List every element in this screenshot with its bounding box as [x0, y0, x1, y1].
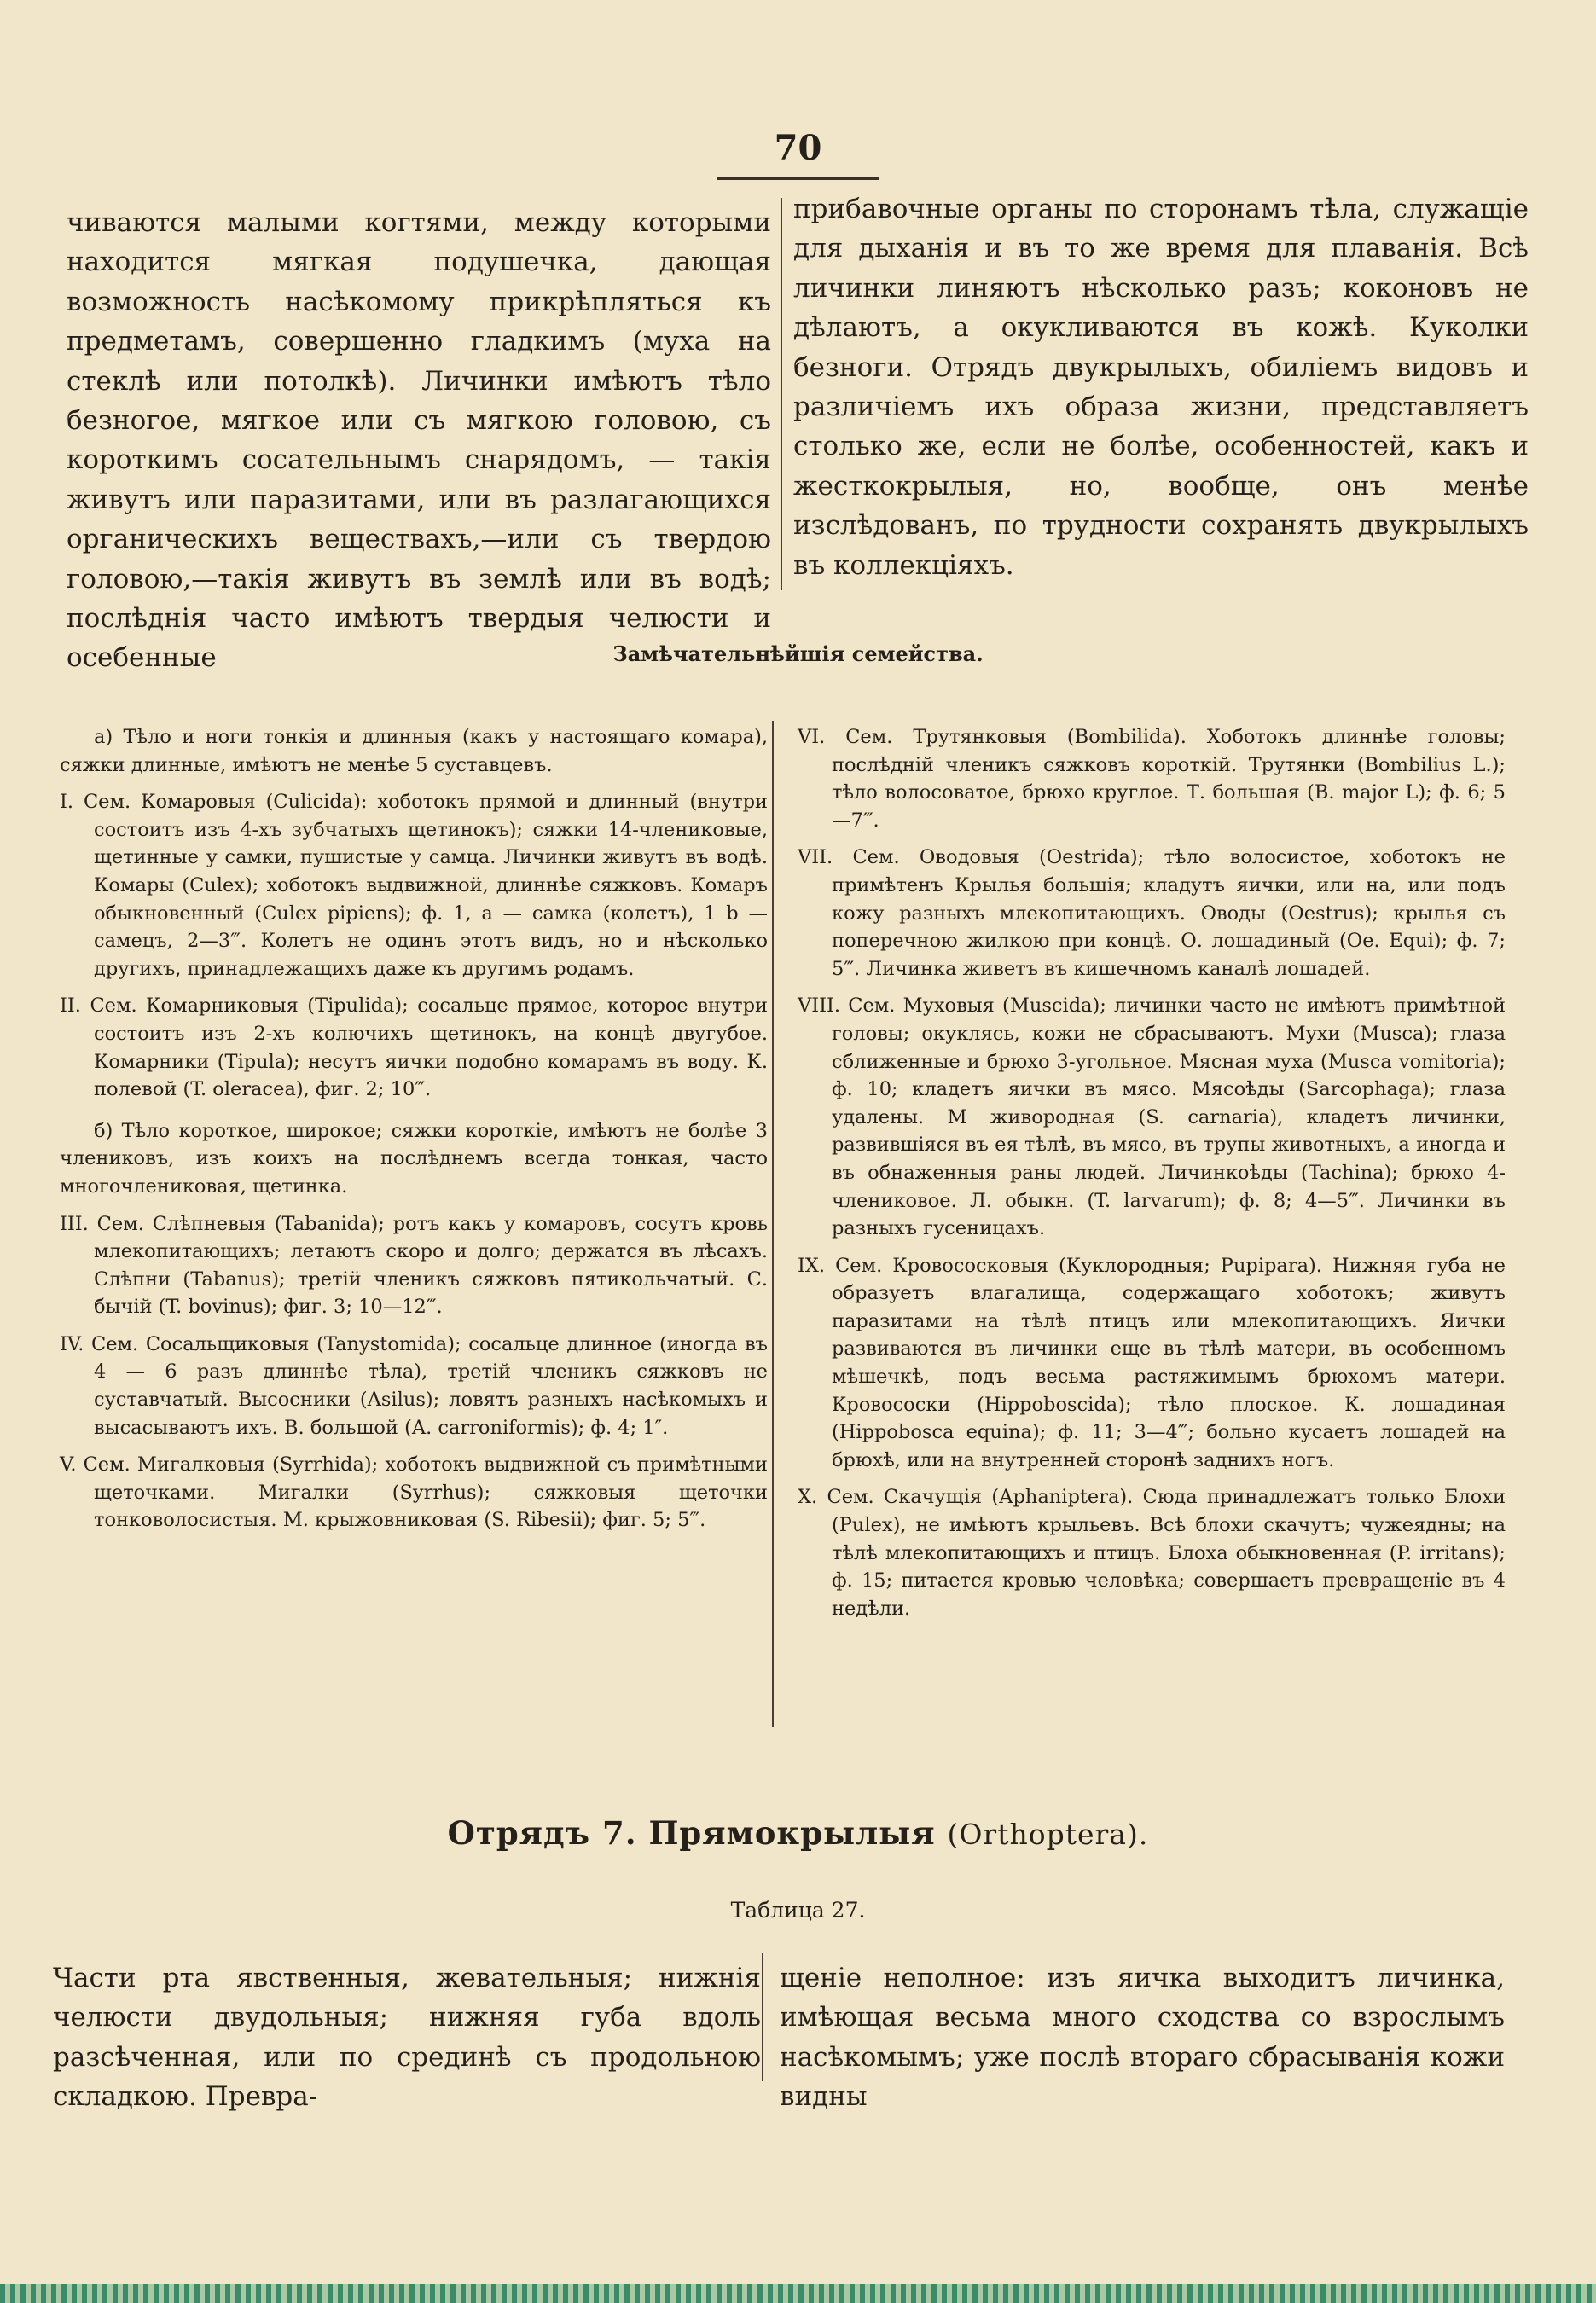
order-title-russian: Отрядъ 7. Прямокрылыя — [447, 1814, 936, 1852]
column-divider-top — [781, 198, 782, 590]
page-number-rule — [717, 177, 879, 180]
family-entry-bombilida: VI. Сем. Трутянковыя (Bombilida). Хоботокъ длиннѣе головы; послѣдній членикъ сяжковъ короткій. Трутянки (Bombilius L.); тѣло волосоватое, брюхо круглое. Т. большая (B. major L); ф. 6; 5—7‴. — [798, 726, 1506, 832]
top-right-paragraph: прибавочные органы по сторонамъ тѣла, служащіе для дыханія и въ то же время для плаванія. Всѣ личинки линяютъ нѣсколько разъ; коконовъ не дѣлаютъ, а окукливаются въ кожѣ. Куколки безноги. Отрядъ двукрылыхъ, обиліемъ видовъ и различіемъ ихъ образа жизни, представляетъ столько же, если не болѣе, особенностей, какъ и жесткокрылыя, но, вообще, онъ менѣе изслѣдованъ, по трудности сохранять двукрылыхъ въ коллекціяхъ. — [793, 194, 1529, 581]
families-left-column — [60, 723, 768, 1544]
bottom-right-column — [780, 1958, 1505, 2117]
families-heading: Замѣчательнѣйшія семейства. — [612, 641, 984, 666]
order-title — [0, 1814, 1596, 1852]
family-entry-tanystomida: IV. Сем. Сосальщиковыя (Tanystomida); сосальце длинное (иногда въ 4 — 6 разъ длиннѣе тѣла), третій членикъ сяжковъ не суставчатый. Высосники (Asilus); ловятъ разныхъ насѣкомыхъ и высасываютъ ихъ. В. большой (A. carroniformis); ф. 4; 1″. — [60, 1332, 768, 1439]
family-entry-aphaniptera: X. Сем. Скачущія (Aphaniptera). Сюда принадлежатъ только Блохи (Pulex), не имѣютъ крыльевъ. Всѣ блохи скачутъ; чужеядны; на тѣлѣ млекопитающихъ и птицъ. Блоха обыкновенная (P. irritans); ф. 15; питается кровью человѣка; совершаетъ превращеніе въ 4 недѣли. — [798, 1486, 1506, 1620]
table-label: Таблица 27. — [730, 1898, 866, 1923]
group-a-text: а) Тѣло и ноги тонкія и длинныя (какъ у настоящаго комара), сяжки длинные, имѣютъ не менѣе 5 суставцевъ. — [60, 726, 768, 776]
group-b-text: б) Тѣло короткое, широкое; сяжки короткіе, имѣютъ не болѣе 3 члениковъ, изъ коихъ на послѣднемъ всегда тонкая, часто многочлениковая, щетинка. — [60, 1119, 768, 1198]
family-entry-pupipara: IX. Сем. Кровососковыя (Куклородныя; Pupipara). Нижняя губа не образуетъ влагалища, содержащаго хоботокъ; живутъ паразитами на тѣлѣ птицъ или млекопитающихъ. Яички развиваются въ личинки еще въ тѣлѣ матери, въ особенномъ мѣшечкѣ, подъ весьма растяжимымъ брюхомъ матери. Кровососки (Hippoboscida); тѣло плоское. К. лошадиная (Hippobosca equina); ф. 11; 3—4‴; больно кусаетъ лошадей на брюхѣ, или на внутренней сторонѣ заднихъ ногъ. — [798, 1254, 1506, 1471]
bottom-right-paragraph: щеніе неполное: изъ яичка выходитъ личинка, имѣющая весьма много сходства со взрослымъ насѣкомымъ; уже послѣ втораго сбрасыванія кожи видны — [780, 1963, 1505, 2113]
top-left-column — [67, 203, 771, 678]
family-entry-culicida: I. Сем. Комаровыя (Culicida): хоботокъ прямой и длинный (внутри состоитъ изъ 4-хъ зубчатыхъ щетинокъ); сяжки 14-члениковые, щетинные у самки, пушистые у самца. Личинки живутъ въ водѣ. Комары (Culex); хоботокъ выдвижной, длиннѣе сяжковъ. Комаръ обыкновенный (Culex pipiens); ф. 1, a — самка (колетъ), 1 b — самецъ, 2—3‴. Колетъ не одинъ этотъ видъ, но и нѣсколько другихъ, принадлежащихъ даже къ другимъ родамъ. — [60, 791, 768, 980]
column-divider-families — [772, 721, 774, 1727]
bottom-left-paragraph: Части рта явственныя, жевательныя; нижнія челюсти двудольныя; нижняя губа вдоль разсѣченная, или по срединѣ съ продольною складкою. Превра- — [53, 1963, 761, 2113]
top-right-column — [793, 189, 1529, 585]
page-number: 70 — [774, 128, 822, 168]
order-title-latin: (Orthoptera). — [947, 1818, 1149, 1851]
families-right-column — [798, 723, 1506, 1632]
family-entry-tabanida: III. Сем. Слѣпневыя (Tabanida); ротъ какъ у комаровъ, сосутъ кровь млекопитающихъ; летаютъ скоро и долго; держатся въ лѣсахъ. Слѣпни (Tabanus); третій членикъ сяжковъ пятикольчатый. С. бычій (T. bovinus); фиг. 3; 10—12‴. — [60, 1212, 768, 1319]
family-entry-tipulida: II. Сем. Комарниковыя (Tipulida); сосальце прямое, которое внутри состоитъ изъ 2-хъ колючихъ щетинокъ, на концѣ двугубое. Комарники (Tipula); несутъ яички подобно комарамъ въ воду. К. полевой (T. oleracea), фиг. 2; 10‴. — [60, 995, 768, 1101]
family-entry-syrrhida: V. Сем. Мигалковыя (Syrrhida); хоботокъ выдвижной съ примѣтными щеточками. Мигалки (Syrrhus); сяжковыя щеточки тонковолосистыя. М. крыжовниковая (S. Ribesii); фиг. 5; 5‴. — [60, 1453, 768, 1532]
family-entry-muscida: VIII. Сем. Муховыя (Muscida); личинки часто не имѣютъ примѣтной головы; окуклясь, кожи не сбрасываютъ. Мухи (Musca); глаза сближенные и брюхо 3-угольное. Мясная муха (Musca vomitoria); ф. 10; кладетъ яички въ мясо. Мясоѣды (Sarcophaga); глаза удалены. М живородная (S. carnaria), кладетъ личинки, развившіяся въ ея тѣлѣ, въ мясо, въ трупы животныхъ, а иногда и въ обнаженныя раны людей. Личинкоѣды (Tachina); брюхо 4-члениковое. Л. обыкн. (T. larvarum); ф. 8; 4—5‴. Личинки въ разныхъ гусеницахъ. — [798, 995, 1506, 1240]
bottom-left-column — [53, 1958, 761, 2117]
top-left-paragraph: чиваются малыми когтями, между которыми находится мягкая подушечка, дающая возможность насѣкомому прикрѣпляться къ предметамъ, совершенно гладкимъ (муха на стеклѣ или потолкѣ). Личинки имѣютъ тѣло безногое, мягкое или съ мягкою головою, съ короткимъ сосательнымъ снарядомъ, — такія живутъ или паразитами, или въ разлагающихся органическихъ веществахъ,—или съ твердою головою,—такія живутъ въ землѣ или въ водѣ; послѣднія часто имѣютъ твердыя челюсти и осебенные — [67, 207, 771, 674]
scan-color-strip — [0, 2284, 1596, 2303]
column-divider-bottom — [762, 1953, 763, 2081]
family-entry-oestrida: VII. Сем. Оводовыя (Oestrida); тѣло волосистое, хоботокъ не примѣтенъ Крылья большія; кладутъ яички, или на, или подъ кожу разныхъ млекопитающихъ. Оводы (Oestrus); крылья съ поперечною жилкою при концѣ. О. лошадиный (Oe. Equi); ф. 7; 5‴. Личинка живетъ въ кишечномъ каналѣ лошадей. — [798, 846, 1506, 980]
